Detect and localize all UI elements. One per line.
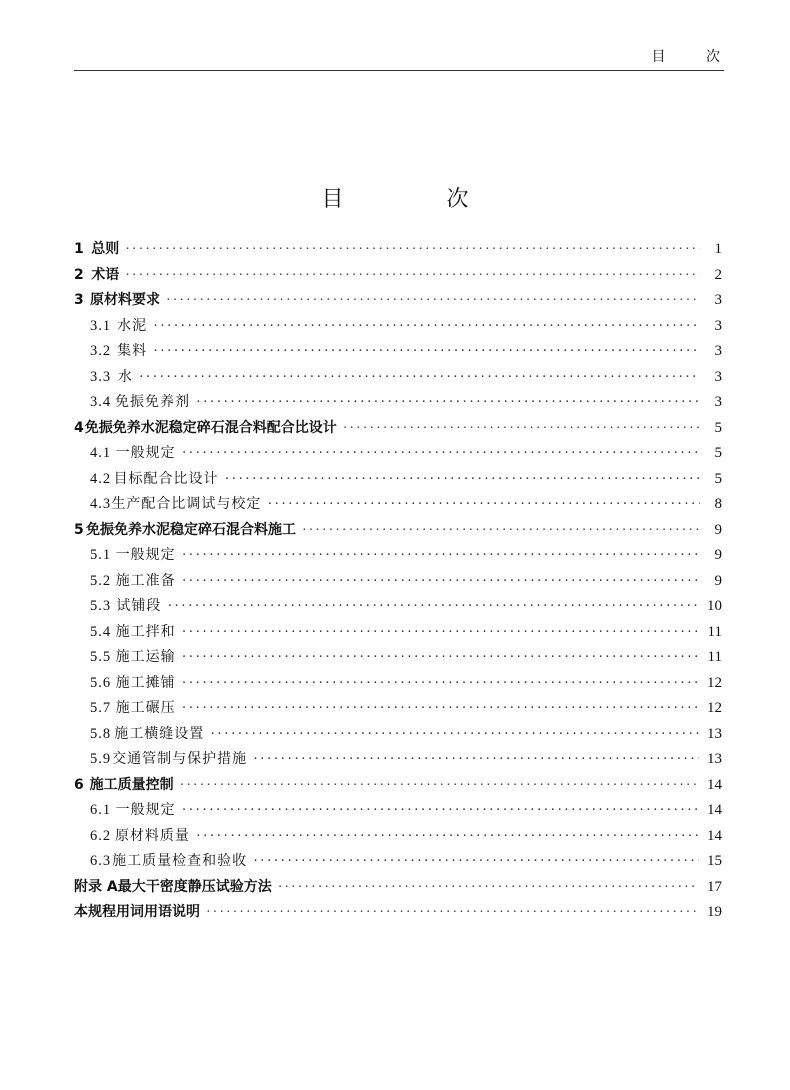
toc-entry-label: 施工准备 [115, 572, 176, 589]
toc-entry-number: 4 [74, 419, 84, 436]
toc-leader-dots [182, 696, 699, 722]
toc-entry-page: 2 [714, 266, 722, 283]
toc-entry[interactable] [74, 900, 722, 926]
toc-entry[interactable] [74, 722, 722, 748]
toc-entry-page: 5 [714, 470, 722, 487]
toc-entry-page: 13 [707, 725, 722, 742]
toc-entry-page: 12 [707, 700, 722, 716]
toc-leader-dots [182, 671, 699, 697]
toc-leader-dots [253, 849, 699, 875]
toc-entry-label: 一般规定 [115, 445, 176, 461]
toc-entry[interactable] [74, 416, 722, 442]
toc-entry-number: 5.2 [90, 572, 112, 589]
toc-entry-page: 14 [707, 827, 722, 844]
toc-entry-number: 3 [74, 292, 84, 308]
toc-leader-dots [153, 314, 700, 340]
toc-entry[interactable] [74, 314, 722, 340]
toc-entry-label: 施工运输 [115, 649, 176, 665]
toc-leader-dots [210, 722, 699, 748]
toc-entry-label: 施工横缝设置 [114, 725, 205, 742]
toc-leader-dots [182, 798, 699, 824]
toc-entry-label: 总则 [91, 241, 120, 257]
toc-entry-label: 试铺段 [116, 598, 162, 614]
toc-entry-number: 5.7 [90, 700, 112, 716]
toc-entry-label: 水泥 [117, 317, 148, 334]
toc-leader-dots [253, 747, 699, 773]
toc-leader-dots [125, 263, 700, 289]
toc-entry-label: 生产配合比调试与校定 [111, 496, 262, 512]
toc-entry-number: 3.1 [90, 317, 112, 334]
toc-entry-number: 1 [74, 241, 84, 257]
toc-entry-page: 12 [707, 674, 722, 691]
toc-entry-number: 5.3 [90, 598, 112, 614]
toc-entry[interactable] [74, 645, 722, 671]
toc-leader-dots [206, 900, 699, 926]
toc-entry[interactable] [74, 390, 722, 416]
table-of-contents [74, 237, 722, 926]
toc-entry-number: 3.3 [90, 368, 112, 385]
toc-leader-dots [302, 518, 700, 544]
toc-entry[interactable] [74, 824, 722, 850]
toc-entry-label: 最大干密度静压试验方法 [117, 878, 272, 895]
toc-leader-dots [182, 645, 700, 671]
toc-entry-page: 5 [714, 419, 722, 436]
toc-entry-number: 5.1 [90, 547, 112, 563]
toc-entry-page: 1 [714, 241, 722, 257]
toc-entry[interactable] [74, 492, 722, 518]
toc-entry-page: 11 [707, 623, 722, 640]
toc-entry[interactable] [74, 365, 722, 391]
toc-leader-dots [167, 594, 699, 620]
toc-entry[interactable] [74, 441, 722, 467]
toc-entry[interactable] [74, 671, 722, 697]
toc-entry-number: 4.3 [90, 496, 112, 512]
toc-entry[interactable] [74, 849, 722, 875]
toc-leader-dots [139, 365, 700, 391]
toc-entry-number: 5.9 [90, 751, 112, 767]
page-title: 目 次 [321, 187, 517, 212]
toc-leader-dots [182, 620, 700, 646]
toc-entry-label: 集料 [117, 343, 148, 359]
toc-entry[interactable] [74, 518, 722, 544]
toc-entry-label: 施工拌和 [115, 623, 176, 640]
toc-entry-number: 6 [74, 776, 84, 793]
toc-entry-page: 19 [707, 904, 722, 920]
header-rule [74, 70, 724, 71]
toc-entry-page: 10 [707, 598, 722, 614]
toc-entry-label: 交通管制与保护措施 [112, 751, 248, 767]
toc-entry-page: 17 [707, 878, 722, 895]
toc-entry-page: 9 [714, 572, 722, 589]
toc-entry-page: 11 [707, 649, 722, 665]
toc-entry-label: 施工碾压 [115, 700, 176, 716]
toc-entry-label: 免振免养剂 [114, 394, 190, 410]
toc-entry-page: 3 [714, 292, 722, 308]
toc-entry-label: 本规程用词用语说明 [74, 904, 200, 920]
toc-entry-label: 施工质量控制 [89, 776, 174, 793]
toc-entry-label: 施工摊铺 [115, 674, 176, 691]
toc-entry-number: 5.6 [90, 674, 112, 691]
toc-entry-number: 5.8 [90, 725, 112, 742]
toc-entry[interactable] [74, 773, 722, 799]
toc-entry-number: 2 [74, 266, 84, 283]
toc-entry-label: 术语 [91, 266, 120, 283]
toc-entry-number: 6.1 [90, 802, 112, 818]
toc-entry-page: 8 [714, 496, 722, 512]
toc-leader-dots [225, 467, 700, 493]
toc-entry[interactable] [74, 696, 722, 722]
toc-entry-label: 水 [117, 368, 133, 385]
toc-entry-label: 一般规定 [115, 802, 176, 818]
toc-entry-page: 3 [714, 394, 722, 410]
toc-leader-dots [182, 441, 700, 467]
toc-entry[interactable] [74, 747, 722, 773]
toc-leader-dots [196, 390, 700, 416]
toc-leader-dots [180, 773, 699, 799]
toc-entry[interactable] [74, 467, 722, 493]
toc-entry-page: 15 [707, 853, 722, 869]
toc-entry[interactable] [74, 798, 722, 824]
toc-entry-label: 免振免养水泥稳定碎石混合料配合比设计 [84, 419, 337, 436]
toc-entry-label: 原材料质量 [114, 827, 190, 844]
toc-leader-dots [153, 339, 700, 365]
toc-entry[interactable] [74, 339, 722, 365]
toc-entry[interactable] [74, 875, 722, 901]
toc-entry-number: 5 [74, 521, 84, 538]
toc-leader-dots [196, 824, 699, 850]
toc-leader-dots [267, 492, 700, 518]
toc-entry-page: 14 [707, 802, 722, 818]
toc-entry-number: 5.4 [90, 623, 112, 640]
toc-entry-page: 3 [714, 368, 722, 385]
toc-entry-number: 4.1 [90, 445, 112, 461]
toc-entry-number: 附录 A [74, 878, 118, 895]
toc-entry-page: 3 [714, 343, 722, 359]
toc-entry-label: 免振免养水泥稳定碎石混合料施工 [85, 521, 296, 538]
toc-leader-dots [166, 288, 700, 314]
toc-leader-dots [343, 416, 700, 442]
toc-entry[interactable] [74, 237, 722, 263]
toc-entry-number: 3.4 [90, 394, 112, 410]
toc-entry[interactable] [74, 288, 722, 314]
toc-entry-label: 一般规定 [115, 547, 176, 563]
toc-entry[interactable] [74, 594, 722, 620]
toc-entry-number: 5.5 [90, 649, 112, 665]
toc-entry-number: 3.2 [90, 343, 112, 359]
toc-entry-label: 施工质量检查和验收 [112, 853, 248, 869]
toc-entry-page: 9 [714, 521, 722, 538]
toc-leader-dots [182, 543, 700, 569]
toc-leader-dots [125, 237, 700, 263]
toc-entry-number: 6.3 [90, 853, 112, 869]
toc-entry[interactable] [74, 543, 722, 569]
toc-entry-page: 13 [707, 751, 722, 767]
toc-entry-label: 目标配合比设计 [113, 470, 219, 487]
toc-entry[interactable] [74, 620, 722, 646]
running-head: 目 次 [651, 49, 738, 65]
toc-entry-number: 4.2 [90, 470, 112, 487]
toc-entry-page: 9 [714, 547, 722, 563]
toc-entry-page: 3 [714, 317, 722, 334]
toc-entry[interactable] [74, 569, 722, 595]
toc-entry-page: 14 [707, 776, 722, 793]
toc-leader-dots [278, 875, 699, 901]
toc-entry-page: 5 [714, 445, 722, 461]
toc-entry[interactable] [74, 263, 722, 289]
toc-entry-number: 6.2 [90, 827, 112, 844]
toc-entry-label: 原材料要求 [90, 292, 161, 308]
toc-leader-dots [182, 569, 700, 595]
